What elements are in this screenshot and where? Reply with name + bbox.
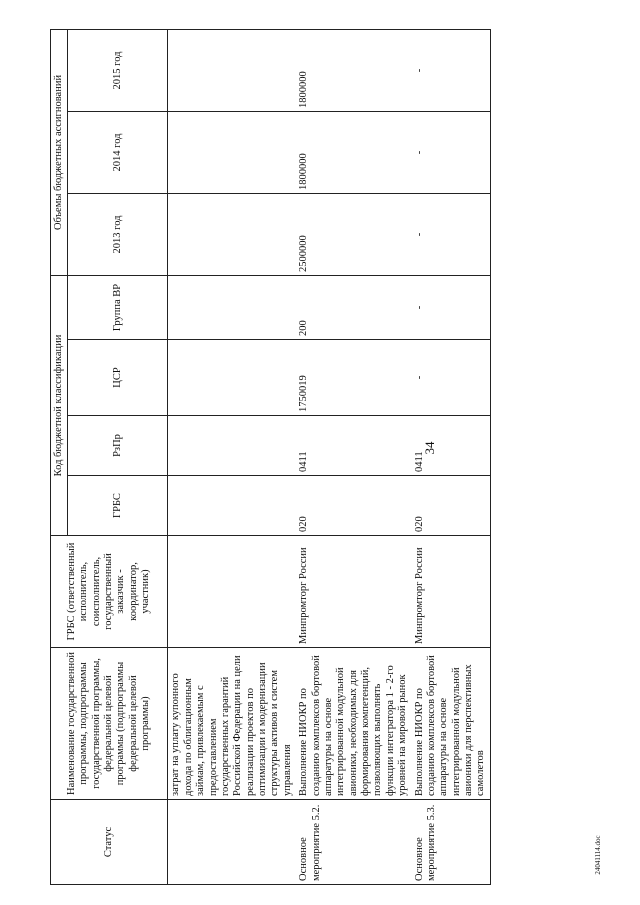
page-number: 34 xyxy=(422,441,437,455)
cell-grbs-main: Минпромторг России xyxy=(296,536,411,648)
header-2013: 2013 год xyxy=(68,193,168,275)
cell-vr: 200 xyxy=(296,275,411,339)
cell-name: Выполнение НИОКР по созданию комплексов бортовой аппаратуры на основе интегрированной модульной авионики, необходимых для формирования компетенций, позволяющих выполнять функции интегратора 1 - 2-го уровней на мировой рынок xyxy=(296,648,411,800)
header-vr: Группа ВР xyxy=(68,275,168,339)
cell-status xyxy=(168,800,296,885)
document-id: 24041114.doc xyxy=(594,835,602,875)
cell-status: Основное мероприятие 5.2. xyxy=(296,800,411,885)
cell-csr: 1750019 xyxy=(296,340,411,416)
cell-2013: 2500000 xyxy=(296,193,411,275)
cell-grbs-main xyxy=(168,536,296,648)
cell-rzpr xyxy=(168,416,296,476)
header-2014: 2014 год xyxy=(68,111,168,193)
cell-rzpr: 0411 xyxy=(412,416,491,476)
table-row xyxy=(168,29,296,884)
cell-2015: 1800000 xyxy=(296,29,411,111)
cell-2015 xyxy=(168,29,296,111)
cell-grbs xyxy=(168,476,296,536)
header-rzpr: РзПр xyxy=(68,416,168,476)
cell-csr xyxy=(168,340,296,416)
cell-2013 xyxy=(168,193,296,275)
table-row xyxy=(412,29,491,884)
header-2015: 2015 год xyxy=(68,29,168,111)
cell-grbs: 020 xyxy=(296,476,411,536)
rotated-table-wrapper xyxy=(50,30,630,885)
header-name: Наименование государственной программы, подпрограммы государственной программы, федеральной целевой программы (подпрограммы федеральной целевой программы) xyxy=(51,648,168,800)
header-grbs: ГРБС xyxy=(68,476,168,536)
header-csr: ЦСР xyxy=(68,340,168,416)
header-status: Статус xyxy=(51,800,168,885)
cell-name: Выполнение НИОКР по созданию комплексов бортовой аппаратуры на основе интегрированной модульной авионики для перспективных самолетов xyxy=(412,648,491,800)
header-budget-volumes: Объемы бюджетных ассигнований xyxy=(51,29,68,275)
cell-2013: - xyxy=(412,193,491,275)
cell-vr: - xyxy=(412,275,491,339)
cell-grbs: 020 xyxy=(412,476,491,536)
budget-table xyxy=(50,29,491,885)
header-row-1 xyxy=(51,29,68,884)
cell-grbs-main: Минпромторг России xyxy=(412,536,491,648)
table-row xyxy=(296,29,411,884)
cell-2014: 1800000 xyxy=(296,111,411,193)
cell-name: затрат на уплату купонного дохода по облигационным займам, привлекаемым с предоставлением государственных гарантий Российской Федерации на цели реализации проектов по оптимизации и модернизации структуры активов и систем управления xyxy=(168,648,296,800)
cell-vr xyxy=(168,275,296,339)
cell-csr: - xyxy=(412,340,491,416)
cell-2014: - xyxy=(412,111,491,193)
cell-2014 xyxy=(168,111,296,193)
cell-2015: - xyxy=(412,29,491,111)
header-grbs-main: ГРБС (ответственный исполнитель, соисполнитель, государственный заказчик - координатор, участник) xyxy=(51,536,168,648)
cell-rzpr: 0411 xyxy=(296,416,411,476)
cell-status: Основное мероприятие 5.3. xyxy=(412,800,491,885)
header-budget-code: Код бюджетной классификации xyxy=(51,275,68,535)
